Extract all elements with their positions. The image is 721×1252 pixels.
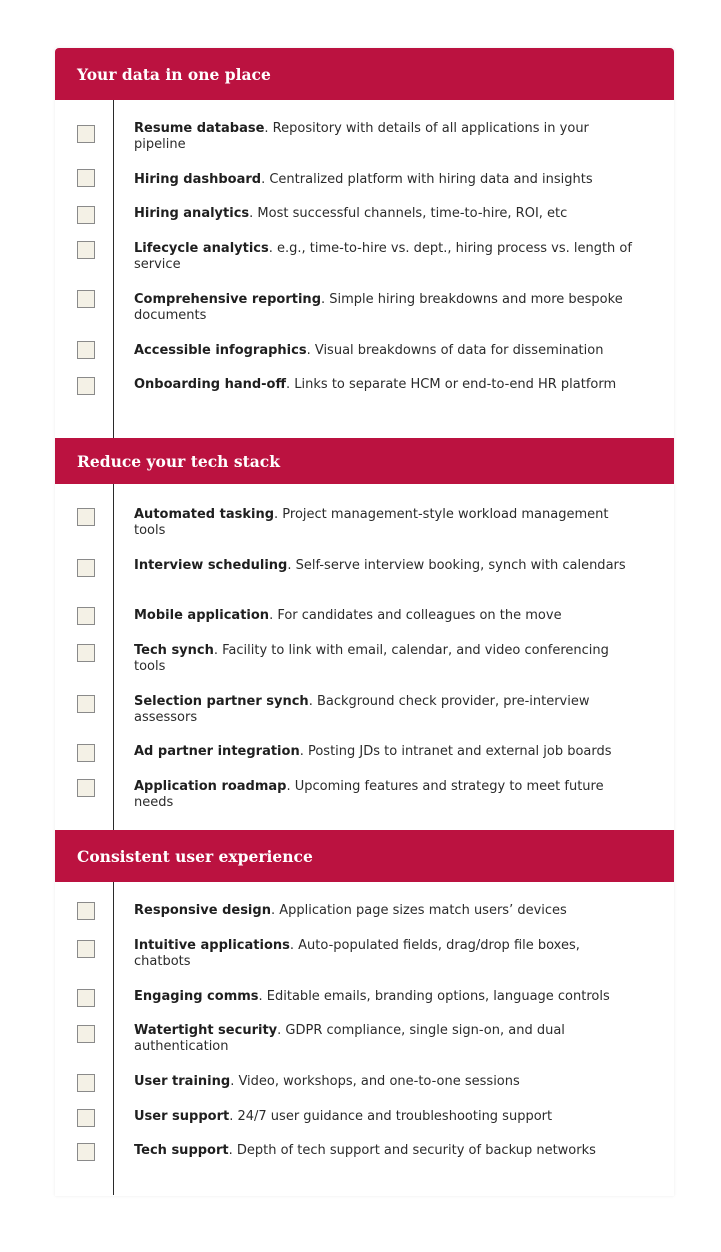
item-label: Hiring analytics (134, 206, 250, 221)
checkbox[interactable] (77, 125, 95, 143)
item-description: . For candidates and colleagues on the move (269, 608, 562, 623)
item-label: Tech synch (134, 643, 214, 658)
item-description: . Repository with details of all applications in your pipeline (134, 121, 589, 152)
checkbox[interactable] (77, 1074, 95, 1092)
item-label: Application roadmap (134, 779, 287, 794)
item-description: . Auto-populated fields, drag/drop file boxes, chatbots (134, 938, 580, 969)
item-description: . Visual breakdowns of data for dissemination (306, 343, 604, 358)
item-label: Interview scheduling (134, 558, 288, 573)
item-label: User training (134, 1074, 231, 1089)
item-label: Resume database (134, 121, 265, 136)
item-description: . Video, workshops, and one-to-one sessions (230, 1074, 520, 1089)
checkbox[interactable] (77, 779, 95, 797)
checkbox[interactable] (77, 1109, 95, 1127)
item-description: . GDPR compliance, single sign-on, and dual authentication (134, 1023, 565, 1054)
checkbox[interactable] (77, 940, 95, 958)
checkbox[interactable] (77, 169, 95, 187)
checkbox[interactable] (77, 341, 95, 359)
column-divider (113, 882, 114, 1195)
item-description: . Project management-style workload management tools (134, 507, 609, 538)
item-label: Comprehensive reporting (134, 292, 321, 307)
item-description: . e.g., time-to-hire vs. dept., hiring process vs. length of service (134, 241, 632, 272)
item-description: . Links to separate HCM or end-to-end HR platform (286, 377, 617, 392)
item-description: . Self-serve interview booking, synch with calendars (287, 558, 626, 573)
section-title: Reduce your tech stack (77, 451, 280, 471)
checkbox[interactable] (77, 559, 95, 577)
item-label: Accessible infographics (134, 343, 307, 358)
item-description: . Simple hiring breakdowns and more bespoke documents (134, 292, 623, 323)
section-title: Consistent user experience (77, 846, 313, 866)
item-label: Mobile application (134, 608, 270, 623)
item-label: Ad partner integration (134, 744, 300, 759)
checkbox[interactable] (77, 989, 95, 1007)
checkbox[interactable] (77, 607, 95, 625)
item-label: Hiring dashboard (134, 172, 262, 187)
item-description: . Depth of tech support and security of backup networks (228, 1143, 596, 1158)
checkbox[interactable] (77, 508, 95, 526)
item-label: Onboarding hand-off (134, 377, 287, 392)
item-label: User support (134, 1109, 230, 1124)
checkbox[interactable] (77, 644, 95, 662)
column-divider (113, 100, 114, 438)
checkbox[interactable] (77, 290, 95, 308)
item-label: Lifecycle analytics (134, 241, 269, 256)
item-description: . Facility to link with email, calendar, and video conferencing tools (134, 643, 609, 674)
item-label: Selection partner synch (134, 694, 309, 709)
item-label: Engaging comms (134, 989, 259, 1004)
checkbox[interactable] (77, 206, 95, 224)
item-label: Automated tasking (134, 507, 275, 522)
section-header (55, 48, 674, 100)
item-description: . Upcoming features and strategy to meet future needs (134, 779, 604, 810)
item-label: Tech support (134, 1143, 229, 1158)
column-divider (113, 484, 114, 830)
item-description: . 24/7 user guidance and troubleshooting support (229, 1109, 553, 1124)
checkbox[interactable] (77, 744, 95, 762)
section-title: Your data in one place (77, 64, 271, 84)
checkbox[interactable] (77, 902, 95, 920)
checkbox[interactable] (77, 1025, 95, 1043)
item-label: Watertight security (134, 1023, 278, 1038)
item-description: . Editable emails, branding options, language controls (258, 989, 610, 1004)
item-description: . Centralized platform with hiring data and insights (261, 172, 593, 187)
item-description: . Posting JDs to intranet and external job boards (299, 744, 612, 759)
item-description: . Application page sizes match users’ devices (270, 903, 567, 918)
item-label: Responsive design (134, 903, 271, 918)
section-header (55, 830, 674, 882)
checkbox[interactable] (77, 241, 95, 259)
section-header (55, 438, 674, 484)
item-label: Intuitive applications (134, 938, 290, 953)
item-description: . Most successful channels, time-to-hire, ROI, etc (249, 206, 568, 221)
checkbox[interactable] (77, 377, 95, 395)
item-description: . Background check provider, pre-interview assessors (134, 694, 590, 725)
checkbox[interactable] (77, 695, 95, 713)
checkbox[interactable] (77, 1143, 95, 1161)
